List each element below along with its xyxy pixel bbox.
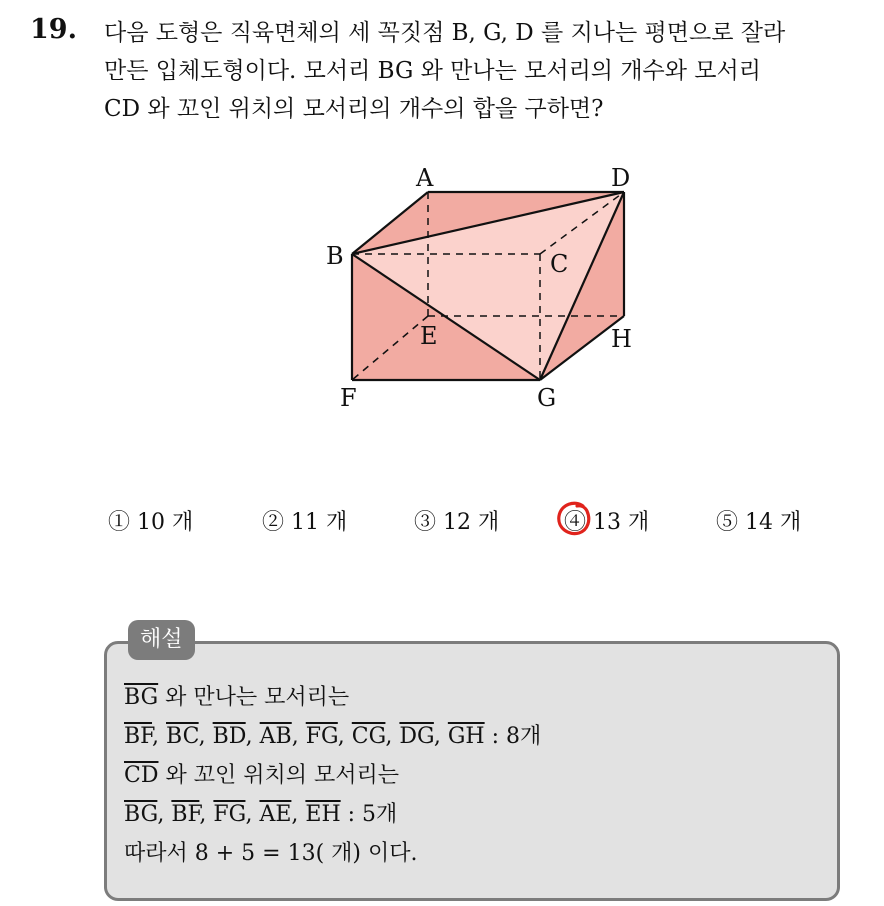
choice-2-text: 11 개 — [291, 510, 348, 535]
solution-line-5: 따라서 8 + 5 = 13( 개) 이다. — [124, 841, 418, 866]
choice-5[interactable] — [716, 505, 801, 536]
solution-text: 와 만나는 모서리는 — [158, 685, 350, 710]
choice-1-text: 10 개 — [137, 510, 194, 535]
solution-count: : 8개 — [484, 724, 542, 749]
segment: $\overline{EH}$ — [305, 802, 341, 827]
segment: $\overline{FG}$ — [305, 724, 338, 749]
vertex-label-h: H — [611, 325, 632, 353]
segment: $\overline{AE}$ — [259, 802, 292, 827]
vertex-label-g: G — [537, 384, 557, 412]
question-text-line-1: 다음 도형은 직육면체의 세 꼭짓점 B, G, D 를 지나는 평면으로 잘라 — [104, 20, 786, 46]
solution-line-2: $\overline{BF}$, $\overline{BC}$, $\overline{BD}$, $\overline{AB}$, $\overline{FG}$, $\overline{CG}$, $\overline{DG}$, $\overline{GH}$ : 8개 — [124, 724, 542, 749]
solution-line-1 — [124, 680, 349, 711]
solution-line-3 — [124, 758, 399, 789]
vertex-label-f: F — [340, 384, 357, 412]
segment: $\overline{BF}$ — [171, 802, 200, 827]
choice-2[interactable] — [262, 505, 347, 536]
question-text-line-2: 만든 입체도형이다. 모서리 BG 와 만나는 모서리의 개수와 모서리 — [104, 58, 761, 84]
segment: $\overline{BG}$ — [124, 685, 159, 710]
choice-4-text: 13 개 — [593, 510, 650, 535]
choice-3[interactable] — [414, 505, 499, 536]
question-number: 19. — [30, 14, 77, 45]
segment: $\overline{FG}$ — [213, 802, 246, 827]
vertex-label-d: D — [611, 164, 631, 192]
segment: $\overline{BD}$ — [212, 724, 246, 749]
selected-answer-circle-mark — [555, 500, 593, 538]
segment: $\overline{DG}$ — [399, 724, 434, 749]
solution-text: 와 꼬인 위치의 모서리는 — [158, 763, 399, 788]
segment: $\overline{BF}$ — [124, 724, 153, 749]
solution-count: : 5개 — [340, 802, 398, 827]
segment: $\overline{BG}$ — [124, 802, 158, 827]
segment: $\overline{CG}$ — [351, 724, 386, 749]
choice-5-text: 14 개 — [745, 510, 802, 535]
choice-3-marker: ③ — [414, 510, 437, 535]
solution-tag: 해설 — [128, 620, 195, 660]
vertex-label-c: C — [550, 250, 569, 278]
solution-line-4: $\overline{BG}$, $\overline{BF}$, $\overline{FG}$, $\overline{AE}$, $\overline{EH}$ : 5개 — [124, 802, 398, 827]
vertex-label-b: B — [326, 242, 344, 270]
segment: $\overline{GH}$ — [447, 724, 485, 749]
choice-1[interactable] — [108, 505, 193, 536]
choice-5-marker: ⑤ — [716, 510, 739, 535]
segment: $\overline{CD}$ — [124, 763, 159, 788]
question-text-line-3: CD 와 꼬인 위치의 모서리의 개수의 합을 구하면? — [104, 96, 604, 122]
vertex-label-e: E — [420, 322, 438, 350]
vertex-label-a: A — [416, 164, 434, 192]
choice-2-marker: ② — [262, 510, 285, 535]
choice-4-marker: ④ — [564, 510, 587, 535]
choice-1-marker: ① — [108, 510, 131, 535]
choice-3-text: 12 개 — [443, 510, 500, 535]
segment: $\overline{AB}$ — [259, 724, 292, 749]
segment: $\overline{BC}$ — [166, 724, 199, 749]
